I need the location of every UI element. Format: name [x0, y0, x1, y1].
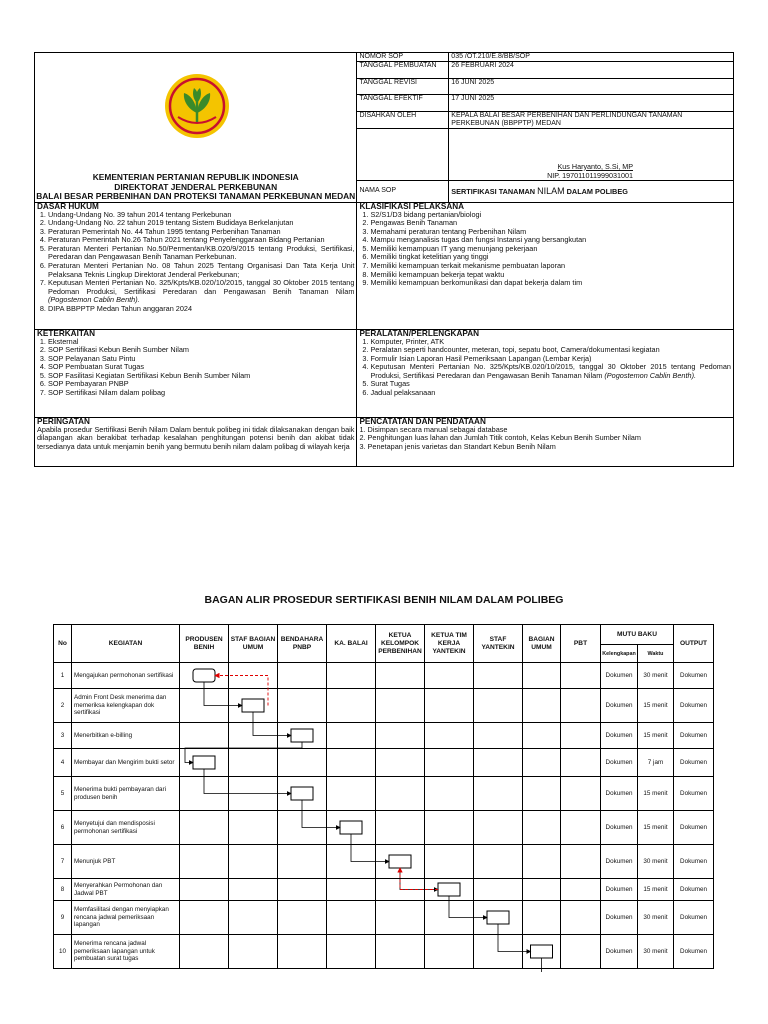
- kelengkapan-value: Dokumen: [601, 935, 638, 969]
- nomor-label: NOMOR SOP: [357, 53, 449, 62]
- row-number: 1: [54, 663, 72, 689]
- col-pbt: PBT: [561, 625, 601, 663]
- lane-cell: [425, 663, 474, 689]
- col-ka-balai: KA. BALAI: [327, 625, 376, 663]
- list-item: 2. Undang-Undang No. 22 tahun 2019 tentang Sistem Budidaya Berkelanjutan: [48, 219, 354, 228]
- revisi-label: TANGGAL REVISI: [357, 78, 449, 95]
- signer-nip: NIP. 197011011999031001: [547, 170, 633, 180]
- lane-cell: [376, 845, 425, 879]
- list-item: 6. Memiliki tingkat ketelitian yang tinggi: [370, 253, 731, 262]
- lane-cell: [376, 723, 425, 749]
- lane-cell: [523, 663, 561, 689]
- list-item: 5. Memiliki kemampuan IT yang menunjang pekerjaan: [370, 245, 731, 254]
- col-produsen: PRODUSEN BENIH: [180, 625, 229, 663]
- peralatan-list: [359, 338, 731, 398]
- list-item: 4. Peraturan Pemerintah No.26 Tahun 2021 tentang Penyelenggaraan Bidang Pertanian: [48, 236, 354, 245]
- waktu-value: 15 menit: [638, 879, 674, 901]
- activity-text: Memfasilitasi dengan menyiapkan rencana jadwal pemeriksaan lapangan: [72, 901, 180, 935]
- lane-cell: [278, 811, 327, 845]
- signer-name: Kus Haryanto, S.Si, MP: [557, 161, 633, 171]
- table-row: [54, 811, 714, 845]
- output-value: Dokumen: [674, 723, 714, 749]
- col-staf-umum: STAF BAGIAN UMUM: [229, 625, 278, 663]
- list-item: 4. Mampu menganalisis tugas dan fungsi Instansi yang bersangkutan: [370, 236, 731, 245]
- peringatan-title: PERINGATAN: [37, 416, 90, 426]
- col-staf-yantekin: STAF YANTEKIN: [474, 625, 523, 663]
- kelengkapan-value: Dokumen: [601, 663, 638, 689]
- blank-cell: [357, 128, 449, 180]
- lane-cell: [425, 901, 474, 935]
- list-item-text: Keputusan Menteri Pertanian No. 325/Kpts/KB.020/10/2015, tanggal 30 Oktober 2015 tentang Pedoman Produksi, Sertifikasi Peredaran dan Pengawasan Benih Tanaman Nilam: [370, 362, 731, 380]
- row-number: 4: [54, 749, 72, 777]
- lane-cell: [561, 935, 601, 969]
- waktu-value: 30 menit: [638, 935, 674, 969]
- nama-sop-b: NILAM: [537, 185, 565, 196]
- disahkan-value: KEPALA BALAI BESAR PERBENIHAN DAN PERLINDUNGAN TANAMAN PERKEBUNAN (BBPPTP) MEDAN: [449, 111, 734, 128]
- lane-cell: [180, 845, 229, 879]
- lane-cell: [474, 845, 523, 879]
- lane-cell: [278, 935, 327, 969]
- lane-cell: [474, 811, 523, 845]
- keterkaitan-title: KETERKAITAN: [37, 328, 96, 338]
- pencatatan-title: PENCATATAN DAN PENDATAAN: [359, 416, 486, 426]
- lane-cell: [180, 723, 229, 749]
- activity-text: Menyetujui dan mendisposisi permohonan sertifikasi: [72, 811, 180, 845]
- activity-text: Menunjuk PBT: [72, 845, 180, 879]
- lane-cell: [327, 749, 376, 777]
- lane-cell: [327, 777, 376, 811]
- lane-cell: [229, 777, 278, 811]
- kelengkapan-value: Dokumen: [601, 723, 638, 749]
- lane-cell: [180, 901, 229, 935]
- lane-cell: [425, 689, 474, 723]
- col-bagian-umum: BAGIAN UMUM: [523, 625, 561, 663]
- lane-cell: [561, 845, 601, 879]
- row-number: 9: [54, 901, 72, 935]
- lane-cell: [561, 811, 601, 845]
- directorate-name: DIREKTORAT JENDERAL PERKEBUNAN: [114, 181, 278, 192]
- output-value: Dokumen: [674, 935, 714, 969]
- list-item: 2. SOP Sertifikasi Kebun Benih Sumber Nilam: [48, 346, 354, 355]
- lane-cell: [523, 845, 561, 879]
- list-item: 6. Peraturan Menteri Pertanian No. 08 Tahun 2025 Tentang Organisasi Dan Tata Kerja Unit Pelaksana Teknis Lingkup Direktorat Jenderal Perkebunan;: [48, 262, 354, 279]
- list-item: 2. Pengawas Benih Tanaman: [370, 219, 731, 228]
- list-item: 3. Formulir Isian Laporan Hasil Pemeriksaan Lapangan (Lembar Kerja): [370, 355, 731, 364]
- col-mutu-baku: MUTU BAKU: [601, 625, 674, 645]
- waktu-value: 30 menit: [638, 663, 674, 689]
- pembuatan-label: TANGGAL PEMBUATAN: [357, 62, 449, 79]
- lane-cell: [229, 845, 278, 879]
- dasar-hukum-list: [37, 211, 354, 314]
- output-value: Dokumen: [674, 901, 714, 935]
- activity-text: Mengajukan permohonan sertifikasi: [72, 663, 180, 689]
- lane-cell: [474, 901, 523, 935]
- row-number: 10: [54, 935, 72, 969]
- lane-cell: [474, 935, 523, 969]
- kelengkapan-value: Dokumen: [601, 879, 638, 901]
- lane-cell: [523, 689, 561, 723]
- lane-cell: [474, 777, 523, 811]
- list-item: 1. Undang-Undang No. 39 tahun 2014 tentang Perkebunan: [48, 211, 354, 220]
- lane-cell: [278, 723, 327, 749]
- lane-cell: [474, 723, 523, 749]
- activity-text: Membayar dan Mengirim bukti setor: [72, 749, 180, 777]
- table-row: [54, 749, 714, 777]
- lane-cell: [229, 723, 278, 749]
- col-kegiatan: KEGIATAN: [72, 625, 180, 663]
- list-item: 5. Surat Tugas: [370, 380, 731, 389]
- table-row: [54, 879, 714, 901]
- lane-cell: [425, 811, 474, 845]
- lane-cell: [327, 935, 376, 969]
- lane-cell: [327, 845, 376, 879]
- pencatatan-item: 2. Penghitungan luas lahan dan Jumlah Titik contoh, Kelas Kebun Benih Sumber Nilam: [359, 433, 641, 443]
- table-row: [54, 935, 714, 969]
- lane-cell: [523, 935, 561, 969]
- lane-cell: [474, 749, 523, 777]
- lane-cell: [180, 811, 229, 845]
- signature-block: [449, 128, 734, 180]
- output-value: Dokumen: [674, 777, 714, 811]
- lane-cell: [180, 935, 229, 969]
- lane-cell: [278, 777, 327, 811]
- lane-cell: [327, 811, 376, 845]
- list-item: 7. SOP Sertifikasi Nilam dalam polibag: [48, 389, 354, 398]
- kelengkapan-value: Dokumen: [601, 811, 638, 845]
- lane-cell: [180, 777, 229, 811]
- klasifikasi-title: KLASIFIKASI PELAKSANA: [359, 201, 465, 211]
- efektif-label: TANGGAL EFEKTIF: [357, 95, 449, 112]
- keterkaitan-list: [37, 338, 354, 398]
- output-value: Dokumen: [674, 845, 714, 879]
- peralatan-cell: [357, 329, 734, 417]
- list-item: 2. Peralatan seperti handcounter, meteran, topi, sepatu boot, Camera/dokumentasi kegiatan: [370, 346, 731, 355]
- list-item: 6. Jadual pelaksanaan: [370, 389, 731, 398]
- lane-cell: [425, 749, 474, 777]
- pencatatan-item: 3. Penetapan jenis varietas dan Standart Kebun Benih Nilam: [359, 441, 556, 451]
- lane-cell: [327, 723, 376, 749]
- lane-cell: [229, 663, 278, 689]
- nama-sop-value: [449, 180, 734, 202]
- lane-cell: [278, 663, 327, 689]
- table-row: [54, 663, 714, 689]
- pembuatan-value: 26 FEBRUARI 2024: [449, 62, 734, 79]
- lane-cell: [229, 749, 278, 777]
- sop-header-table: [34, 52, 734, 467]
- peringatan-text: Apabila prosedur Sertifikasi Benih Nilam Dalam bentuk polibeg ini tidak dilaksanakan dengan baik dilapangan akan berakibat terhadap kesalahan penghitungan potensi benih dan akibat tidak tersedianya data untuk menjamin benih yang bermutu benih nilam dalam polibag di wilayah kerja: [37, 424, 355, 451]
- lane-cell: [327, 879, 376, 901]
- klasifikasi-cell: [357, 202, 734, 329]
- activity-text: Menerima rencana jadwal pemeriksaan lapangan untuk pembuatan surat tugas: [72, 935, 180, 969]
- lane-cell: [523, 811, 561, 845]
- lane-cell: [376, 935, 425, 969]
- table-row: [54, 723, 714, 749]
- lane-cell: [561, 663, 601, 689]
- disahkan-label: DISAHKAN OLEH: [357, 111, 449, 128]
- list-item: 3. Memahami peraturan tentang Perbenihan Nilam: [370, 228, 731, 237]
- latin-name: (Pogostemon Cablin Benth).: [48, 295, 140, 305]
- waktu-value: 7 jam: [638, 749, 674, 777]
- lane-cell: [278, 845, 327, 879]
- flowchart-table: [53, 624, 714, 969]
- lane-cell: [376, 777, 425, 811]
- row-number: 6: [54, 811, 72, 845]
- col-no: No: [54, 625, 72, 663]
- klasifikasi-list: [359, 211, 731, 288]
- list-item: 1. Eksternal: [48, 338, 354, 347]
- letterhead-cell: [35, 53, 357, 203]
- waktu-value: 30 menit: [638, 845, 674, 879]
- list-item: 3. Peraturan Pemerintah No. 44 Tahun 1995 tentang Perbenihan Tanaman: [48, 228, 354, 237]
- lane-cell: [523, 777, 561, 811]
- lane-cell: [180, 879, 229, 901]
- efektif-value: 17 JUNI 2025: [449, 95, 734, 112]
- lane-cell: [229, 879, 278, 901]
- output-value: Dokumen: [674, 749, 714, 777]
- col-waktu: Waktu: [638, 645, 674, 663]
- col-ketua-kelompok: KETUA KELOMPOK PERBENIHAN: [376, 625, 425, 663]
- lane-cell: [523, 723, 561, 749]
- nama-sop-a: SERTIFIKASI TANAMAN: [451, 186, 536, 196]
- row-number: 3: [54, 723, 72, 749]
- list-item: 3. SOP Pelayanan Satu Pintu: [48, 355, 354, 364]
- lane-cell: [278, 879, 327, 901]
- output-value: Dokumen: [674, 879, 714, 901]
- output-value: Dokumen: [674, 689, 714, 723]
- lane-cell: [561, 749, 601, 777]
- lane-cell: [278, 749, 327, 777]
- lane-cell: [561, 689, 601, 723]
- output-value: Dokumen: [674, 663, 714, 689]
- col-ketua-tim: KETUA TIM KERJA YANTEKIN: [425, 625, 474, 663]
- flowchart-title: BAGAN ALIR PROSEDUR SERTIFIKASI BENIH NILAM DALAM POLIBEG: [204, 594, 564, 606]
- nama-sop-c: DALAM POLIBEG: [566, 186, 628, 196]
- lane-cell: [561, 879, 601, 901]
- dasar-hukum-title: DASAR HUKUM: [37, 201, 99, 211]
- nomor-value: 035 /OT.210/E.8/BB/SOP: [449, 53, 734, 62]
- keterkaitan-cell: [35, 329, 357, 417]
- lane-cell: [327, 663, 376, 689]
- peralatan-title: PERALATAN/PERLENGKAPAN: [359, 328, 480, 338]
- kelengkapan-value: Dokumen: [601, 901, 638, 935]
- lane-cell: [523, 749, 561, 777]
- lane-cell: [327, 901, 376, 935]
- list-item: 5. SOP Fasilitasi Kegiatan Sertifikasi Kebun Benih Sumber Nilam: [48, 372, 354, 381]
- dasar-hukum-cell: [35, 202, 357, 329]
- col-kelengkapan: Kelengkapan: [601, 645, 638, 663]
- lane-cell: [523, 879, 561, 901]
- lane-cell: [180, 663, 229, 689]
- ministry-logo-icon: [164, 73, 230, 139]
- pencatatan-item: 1. Disimpan secara manual sebagai database: [359, 424, 508, 434]
- list-item: 4. SOP Pembuatan Surat Tugas: [48, 363, 354, 372]
- table-row: [54, 845, 714, 879]
- latin-name: (Pogostemon Cablin Benth).: [604, 370, 697, 380]
- output-value: Dokumen: [674, 811, 714, 845]
- table-row: [54, 689, 714, 723]
- list-item: 1. Komputer, Printer, ATK: [370, 338, 731, 347]
- office-name: BALAI BESAR PERBENIHAN DAN PROTEKSI TANAMAN PERKEBUNAN MEDAN: [36, 191, 356, 201]
- list-item: [370, 363, 731, 380]
- flowchart-body: [54, 663, 714, 969]
- lane-cell: [425, 935, 474, 969]
- row-number: 2: [54, 689, 72, 723]
- lane-cell: [561, 723, 601, 749]
- col-output: OUTPUT: [674, 625, 714, 663]
- activity-text: Admin Front Desk menerima dan memeriksa kelengkapan dok sertifikasi: [72, 689, 180, 723]
- list-item-text: Keputusan Menteri Pertanian No. 325/Kpts/KB.020/10/2015, tanggal 30 Oktober 2015 tentang Pedoman Produksi, Sertifikasi Peredaran dan Pengawasan Benih Tanaman Nilam: [48, 278, 355, 296]
- list-item: 5. Peraturan Menteri Pertanian No.50/Permentan/KB.020/9/2015 tentang Produksi, Sertifikasi, Peredaran dan Pengawasan Benih Tanaman Perkebunan.: [48, 245, 354, 262]
- lane-cell: [425, 879, 474, 901]
- lane-cell: [425, 723, 474, 749]
- lane-cell: [278, 689, 327, 723]
- lane-cell: [561, 777, 601, 811]
- list-item: 1. S2/S1/D3 bidang pertanian/biologi: [370, 211, 731, 220]
- lane-cell: [561, 901, 601, 935]
- kelengkapan-value: Dokumen: [601, 777, 638, 811]
- lane-cell: [474, 689, 523, 723]
- revisi-value: 16 JUNI 2025: [449, 78, 734, 95]
- table-row: [54, 777, 714, 811]
- ministry-name: KEMENTERIAN PERTANIAN REPUBLIK INDONESIA: [92, 172, 299, 182]
- waktu-value: 30 menit: [638, 901, 674, 935]
- row-number: 5: [54, 777, 72, 811]
- list-item: 8. DIPA BBPPTP Medan Tahun anggaran 2024: [48, 305, 354, 314]
- kelengkapan-value: Dokumen: [601, 689, 638, 723]
- lane-cell: [425, 845, 474, 879]
- lane-cell: [474, 663, 523, 689]
- list-item: 7. Memiliki kemampuan terkait mekanisme pembuatan laporan: [370, 262, 731, 271]
- lane-cell: [180, 689, 229, 723]
- peringatan-cell: [35, 417, 357, 466]
- activity-text: Menyerahkan Permohonan dan Jadwal PBT: [72, 879, 180, 901]
- nama-sop-label: NAMA SOP: [357, 180, 449, 202]
- pencatatan-cell: [357, 417, 734, 466]
- lane-cell: [376, 901, 425, 935]
- row-number: 7: [54, 845, 72, 879]
- list-item: [48, 279, 354, 305]
- lane-cell: [474, 879, 523, 901]
- lane-cell: [376, 879, 425, 901]
- lane-cell: [229, 811, 278, 845]
- lane-cell: [425, 777, 474, 811]
- lane-cell: [229, 901, 278, 935]
- lane-cell: [523, 901, 561, 935]
- lane-cell: [180, 749, 229, 777]
- lane-cell: [278, 901, 327, 935]
- list-item: 9. Memiliki kemampuan berkomunikasi dan dapat bekerja dalam tim: [370, 279, 731, 288]
- lane-cell: [327, 689, 376, 723]
- lane-cell: [229, 689, 278, 723]
- lane-cell: [376, 689, 425, 723]
- waktu-value: 15 menit: [638, 777, 674, 811]
- lane-cell: [376, 663, 425, 689]
- lane-cell: [229, 935, 278, 969]
- col-bendahara: BENDAHARA PNBP: [278, 625, 327, 663]
- list-item: 8. Memiliki kemampuan bekerja tepat waktu: [370, 271, 731, 280]
- lane-cell: [376, 811, 425, 845]
- kelengkapan-value: Dokumen: [601, 749, 638, 777]
- table-row: [54, 901, 714, 935]
- lane-cell: [376, 749, 425, 777]
- row-number: 8: [54, 879, 72, 901]
- activity-text: Menerbitkan e-billing: [72, 723, 180, 749]
- kelengkapan-value: Dokumen: [601, 845, 638, 879]
- list-item: 6. SOP Pembayaran PNBP: [48, 380, 354, 389]
- waktu-value: 15 menit: [638, 689, 674, 723]
- activity-text: Menerima bukti pembayaran dari produsen benih: [72, 777, 180, 811]
- waktu-value: 15 menit: [638, 811, 674, 845]
- waktu-value: 15 menit: [638, 723, 674, 749]
